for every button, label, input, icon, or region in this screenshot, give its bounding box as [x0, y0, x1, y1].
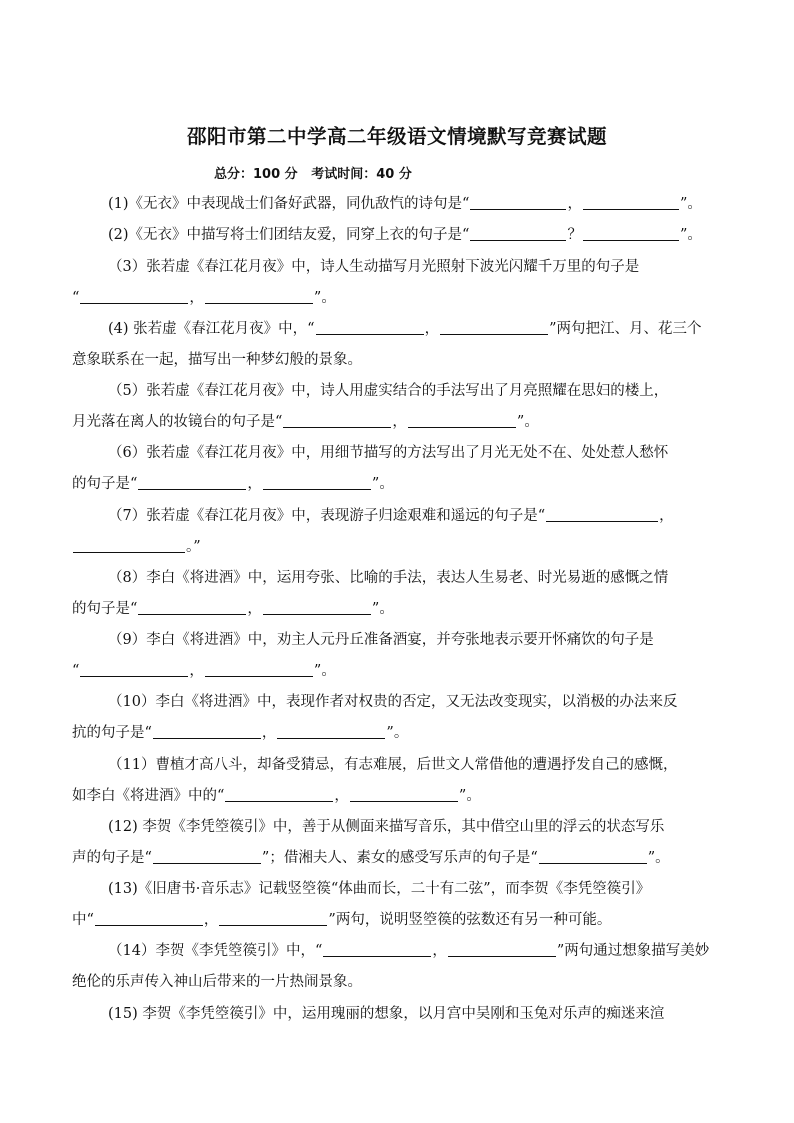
answer-blank[interactable] — [440, 317, 548, 335]
answer-blank[interactable] — [283, 410, 391, 428]
question-text: （5）张若虚《春江花月夜》中，诗人用虚实结合的手法写出了月亮照耀在思妇的楼上， — [108, 383, 669, 399]
answer-blank[interactable] — [138, 597, 246, 615]
question-10: （10）李白《将进酒》中，表现作者对权贵的否定，又无法改变现实，以消极的办法来反 抗的句子是“ ， ”。 — [72, 687, 728, 749]
question-8: （8）李白《将进酒》中，运用夸张、比喻的手法，表达人生易老、时光易逝的感慨之情 的句子是“ ， ”。 — [72, 563, 728, 625]
answer-blank[interactable] — [80, 659, 188, 677]
question-11: （11）曹植才高八斗，却备受猜忌，有志难展，后世文人常借他的遭遇抒发自己的感慨， 如李白《将进酒》中的“ ， ”。 — [72, 750, 728, 812]
answer-blank[interactable] — [350, 784, 458, 802]
answer-blank[interactable] — [583, 223, 679, 241]
answer-blank[interactable] — [263, 472, 371, 490]
question-text: （8）李白《将进酒》中，运用夸张、比喻的手法，表达人生易老、时光易逝的感慨之情 — [108, 570, 669, 586]
answer-blank[interactable] — [153, 721, 261, 739]
question-text: (2)《无衣》中描写将士们团结友爱，同穿上衣的句子是“ — [108, 227, 470, 243]
answer-blank[interactable] — [153, 846, 261, 864]
answer-blank[interactable] — [323, 939, 431, 957]
answer-blank[interactable] — [408, 410, 516, 428]
answer-blank[interactable] — [539, 846, 647, 864]
question-9: （9）李白《将进酒》中，劝主人元丹丘准备酒宴，并夸张地表示要开怀痛饮的句子是 “ ， ”。 — [72, 625, 728, 687]
answer-blank[interactable] — [205, 286, 313, 304]
question-text: （11）曹植才高八斗，却备受猜忌，有志难展，后世文人常借他的遭遇抒发自己的感慨， — [108, 757, 678, 773]
question-7: （7）张若虚《春江花月夜》中，表现游子归途艰难和遥远的句子是“ ， 。” — [72, 501, 728, 563]
question-2: (2)《无衣》中描写将士们团结友爱，同穿上衣的句子是“ ？ ”。 — [72, 220, 728, 251]
question-text: (4) 张若虚《春江花月夜》中，“ — [108, 321, 315, 337]
question-text: （9）李白《将进酒》中，劝主人元丹丘准备酒宴，并夸张地表示要开怀痛饮的句子是 — [108, 632, 654, 648]
answer-blank[interactable] — [138, 472, 246, 490]
answer-blank[interactable] — [205, 659, 313, 677]
question-4: (4) 张若虚《春江花月夜》中，“ ， ”两句把江、月、花三个 意象联系在一起，描写出一种梦幻般的景象。 — [72, 314, 728, 376]
question-13: (13)《旧唐书·音乐志》记载竖箜篌“体曲而长，二十有二弦”，而李贺《李凭箜篌引》 中“ ， ”两句，说明竖箜篌的弦数还有另一种可能。 — [72, 874, 728, 936]
answer-blank[interactable] — [470, 223, 566, 241]
question-1: (1)《无衣》中表现战士们备好武器，同仇敌忾的诗句是“ ， ”。 — [72, 189, 728, 220]
question-14: （14）李贺《李凭箜篌引》中，“ ， ”两句通过想象描写美妙 绝伦的乐声传入神山后带来的一片热闹景象。 — [72, 936, 728, 998]
answer-blank[interactable] — [448, 939, 556, 957]
question-text: (12) 李贺《李凭箜篌引》中，善于从侧面来描写音乐，其中借空山里的浮云的状态写乐 — [108, 819, 665, 835]
answer-blank[interactable] — [80, 286, 188, 304]
answer-blank[interactable] — [583, 192, 679, 210]
answer-blank[interactable] — [316, 317, 424, 335]
question-text: （7）张若虚《春江花月夜》中，表现游子归途艰难和遥远的句子是“ — [108, 508, 546, 524]
answer-blank[interactable] — [263, 597, 371, 615]
question-5: （5）张若虚《春江花月夜》中，诗人用虚实结合的手法写出了月亮照耀在思妇的楼上， 月光落在离人的妆镜台的句子是“ ， ”。 — [72, 376, 728, 438]
answer-blank[interactable] — [470, 192, 566, 210]
question-15 — [72, 999, 728, 1030]
exam-title: 邵阳市第二中学高二年级语文情境默写竞赛试题 — [186, 125, 607, 148]
answer-blank[interactable] — [95, 908, 203, 926]
answer-blank[interactable] — [225, 784, 333, 802]
question-text: (13)《旧唐书·音乐志》记载竖箜篌“体曲而长，二十有二弦”，而李贺《李凭箜篌引》 — [108, 881, 651, 897]
answer-blank[interactable] — [73, 535, 185, 553]
exam-meta: 总分：100 分 考试时间：40 分 — [214, 167, 412, 182]
question-12: (12) 李贺《李凭箜篌引》中，善于从侧面来描写音乐，其中借空山里的浮云的状态写乐 声的句子是“ ”；借湘夫人、素女的感受写乐声的句子是“ ”。 — [72, 812, 728, 874]
question-text: （10）李白《将进酒》中，表现作者对权贵的否定，又无法改变现实，以消极的办法来反 — [108, 694, 678, 710]
answer-blank[interactable] — [219, 908, 327, 926]
question-text: (1)《无衣》中表现战士们备好武器，同仇敌忾的诗句是“ — [108, 196, 470, 212]
answer-blank[interactable] — [546, 504, 658, 522]
question-text: （6）张若虚《春江花月夜》中，用细节描写的方法写出了月光无处不在、处处惹人愁怀 — [108, 445, 669, 461]
answer-blank[interactable] — [277, 721, 385, 739]
question-text: （14）李贺《李凭箜篌引》中，“ — [108, 943, 323, 959]
question-6: （6）张若虚《春江花月夜》中，用细节描写的方法写出了月光无处不在、处处惹人愁怀 的句子是“ ， ”。 — [72, 438, 728, 500]
question-text: (15) 李贺《李凭箜篌引》中，运用瑰丽的想象，以月宫中吴刚和玉兔对乐声的痴迷来渲 — [108, 1006, 665, 1022]
question-text: （3）张若虚《春江花月夜》中，诗人生动描写月光照射下波光闪耀千万里的句子是 — [108, 259, 640, 275]
question-3: （3）张若虚《春江花月夜》中，诗人生动描写月光照射下波光闪耀千万里的句子是 “ ， ”。 — [72, 252, 728, 314]
